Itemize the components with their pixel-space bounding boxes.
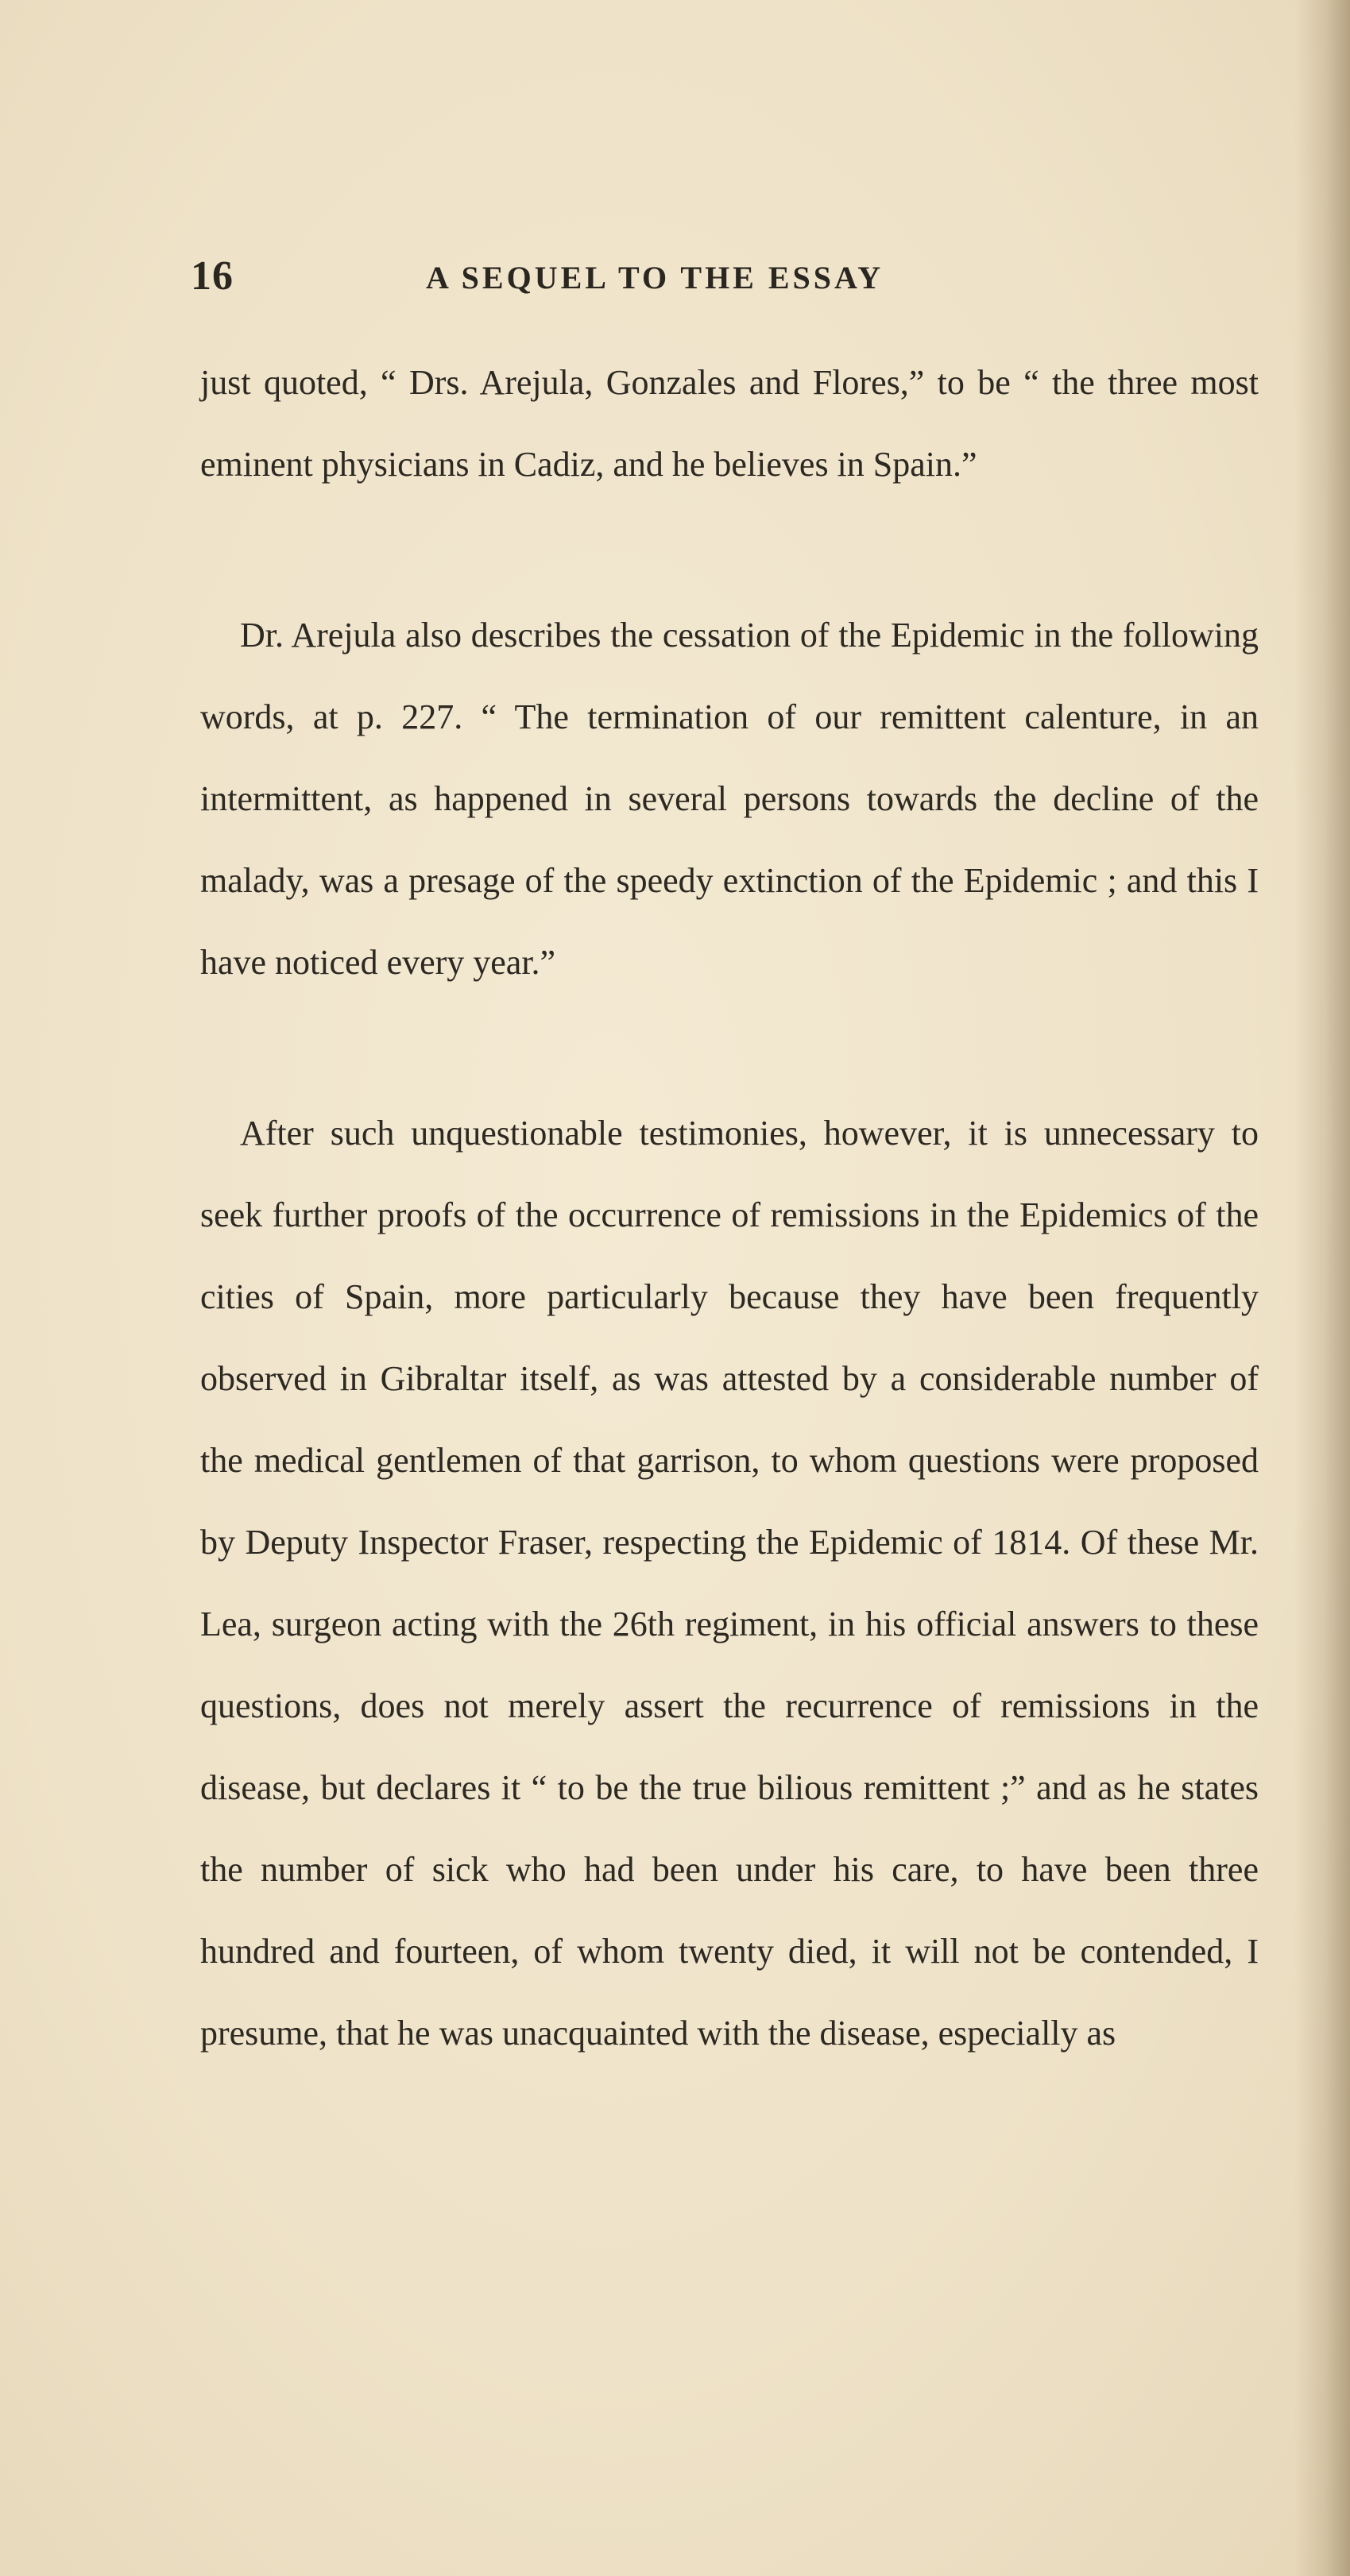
page-number: 16	[191, 253, 234, 299]
paragraph-gibraltar-testimonies: After such unquestionable testimonies, however, it is unnecessary to seek further proofs of the occurrence of remissions in the Epidemics of the cities of Spain, more particularly because they have been frequently observed in Gibraltar itself, as was attested by a considerable number of the medical gentlemen of that garrison, to whom questions were proposed by Deputy Inspector Fraser, respecting the Epidemic of 1814. Of these Mr. Lea, surgeon acting with the 26th regiment, in his official answers to these questions, does not merely assert the recurrence of remissions in the disease, but declares it “ to be the true bilious remittent ;” and as he states the number of sick who had been under his care, to have been three hundred and fourteen, of whom twenty died, it will not be contended, I presume, that he was unacquainted with the disease, especially as	[200, 1114, 1259, 2053]
paragraph-arejula-cessation: Dr. Arejula also describes the cessation of the Epidemic in the following words, at p. 227. “ The termination of our remittent calenture, in an intermittent, as happened in several persons towards the decline of the malady, was a presage of the speedy extinction of the Epidemic ; and this I have noticed every year.”	[200, 616, 1259, 982]
page-header	[191, 253, 1271, 316]
body-text	[200, 342, 1259, 2074]
running-title: A SEQUEL TO THE ESSAY	[426, 260, 884, 295]
paragraph-continuation: just quoted, “ Drs. Arejula, Gonzales and Flores,” to be “ the three most eminent physicians in Cadiz, and he believes in Spain.”	[200, 363, 1259, 484]
page-edge-shadow	[1294, 0, 1350, 2576]
